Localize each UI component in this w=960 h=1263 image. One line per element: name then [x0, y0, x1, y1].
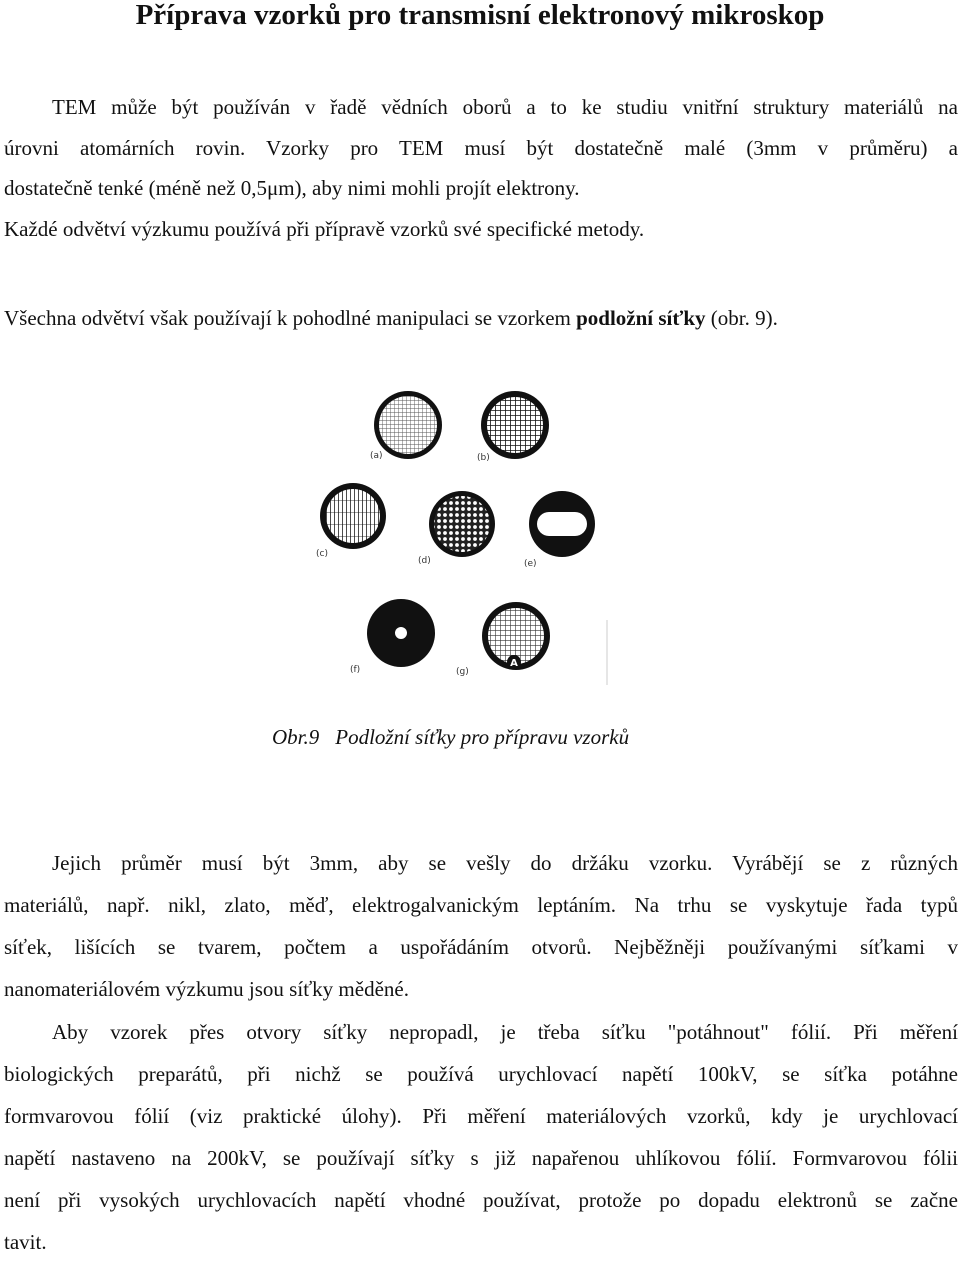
grids-illustration — [310, 380, 610, 690]
grid-e — [524, 491, 595, 569]
intro-paragraph — [4, 87, 958, 209]
caption-text: Podložní síťky pro přípravu vzorků — [335, 725, 630, 749]
grid-marker: A — [510, 658, 518, 669]
methods-line: Každé odvětví výzkumu používá při přípravě vzorků své specifické metody. — [4, 217, 645, 241]
grids-line — [4, 298, 958, 340]
p4-line-1: Aby vzorek přes otvory síťky nepropadl, je třeba síťku "potáhnout" fólií. Při měření — [52, 1020, 958, 1044]
grid-f — [350, 599, 435, 675]
grid-c — [316, 483, 386, 559]
grids-bold-term: podložní síťky — [576, 306, 706, 330]
grids-figure — [310, 380, 610, 690]
page-title: Příprava vzorků pro transmisní elektronový mikroskop — [135, 0, 825, 31]
label-g: (g) — [456, 667, 469, 677]
label-e: (e) — [524, 559, 537, 569]
grid-b — [477, 391, 549, 463]
p3-line-1: Jejich průměr musí být 3mm, aby se vešly do držáku vzorku. Vyrábějí se z různých — [52, 851, 958, 875]
grids-text-after: (obr. 9). — [705, 306, 778, 330]
grid-d — [418, 491, 495, 566]
methods-paragraph — [4, 209, 958, 251]
label-a: (a) — [370, 451, 383, 461]
intro-line-1: TEM může být používán v řadě vědních oborů a to ke studiu vnitřní struktury materiálů na — [52, 95, 958, 119]
p4-line-6: tavit. — [4, 1230, 47, 1254]
p3-line-2: materiálů, např. nikl, zlato, měď, elektrogalvanickým leptáním. Na trhu se vyskytuje řada typů — [4, 893, 958, 917]
label-d: (d) — [418, 556, 431, 566]
p4-line-5: není při vysokých urychlovacích napětí vhodné používat, protože po dopadu elektronů se začne — [4, 1188, 958, 1212]
figure-caption — [272, 722, 629, 752]
p3-line-3: síťek, lišících se tvarem, počtem a uspořádáním otvorů. Nejběžněji používanými síťkami v — [4, 935, 958, 959]
paragraph-3 — [4, 842, 958, 1010]
intro-line-2: úrovni atomárních rovin. Vzorky pro TEM musí být dostatečně malé (3mm v průměru) a — [4, 135, 958, 160]
p4-line-4: napětí nastaveno na 200kV, se používají síťky s již napařenou uhlíkovou fólií. Formvarovou fólii — [4, 1146, 958, 1170]
grids-text-before: Všechna odvětví však používají k pohodlné manipulaci se vzorkem — [4, 306, 577, 330]
p4-line-3: formvarovou fólií (viz praktické úlohy). Při měření materiálových vzorků, kdy je urychlovací — [4, 1104, 958, 1128]
label-c: (c) — [316, 549, 328, 559]
p4-line-2: biologických preparátů, při nichž se používá urychlovací napětí 100kV, se síťka potáhne — [4, 1062, 958, 1086]
grids-paragraph — [4, 298, 958, 340]
paragraph-4 — [4, 1011, 958, 1263]
grid-a — [370, 391, 442, 461]
p3-line-4: nanomateriálovém výzkumu jsou síťky měděné. — [4, 977, 409, 1001]
label-f: (f) — [350, 665, 361, 675]
caption-number: Obr.9 — [272, 725, 320, 749]
label-b: (b) — [477, 453, 490, 463]
intro-line-3: dostatečně tenké (méně než 0,5μm), aby nimi mohli projít elektrony. — [4, 176, 580, 201]
grid-g — [456, 602, 607, 685]
